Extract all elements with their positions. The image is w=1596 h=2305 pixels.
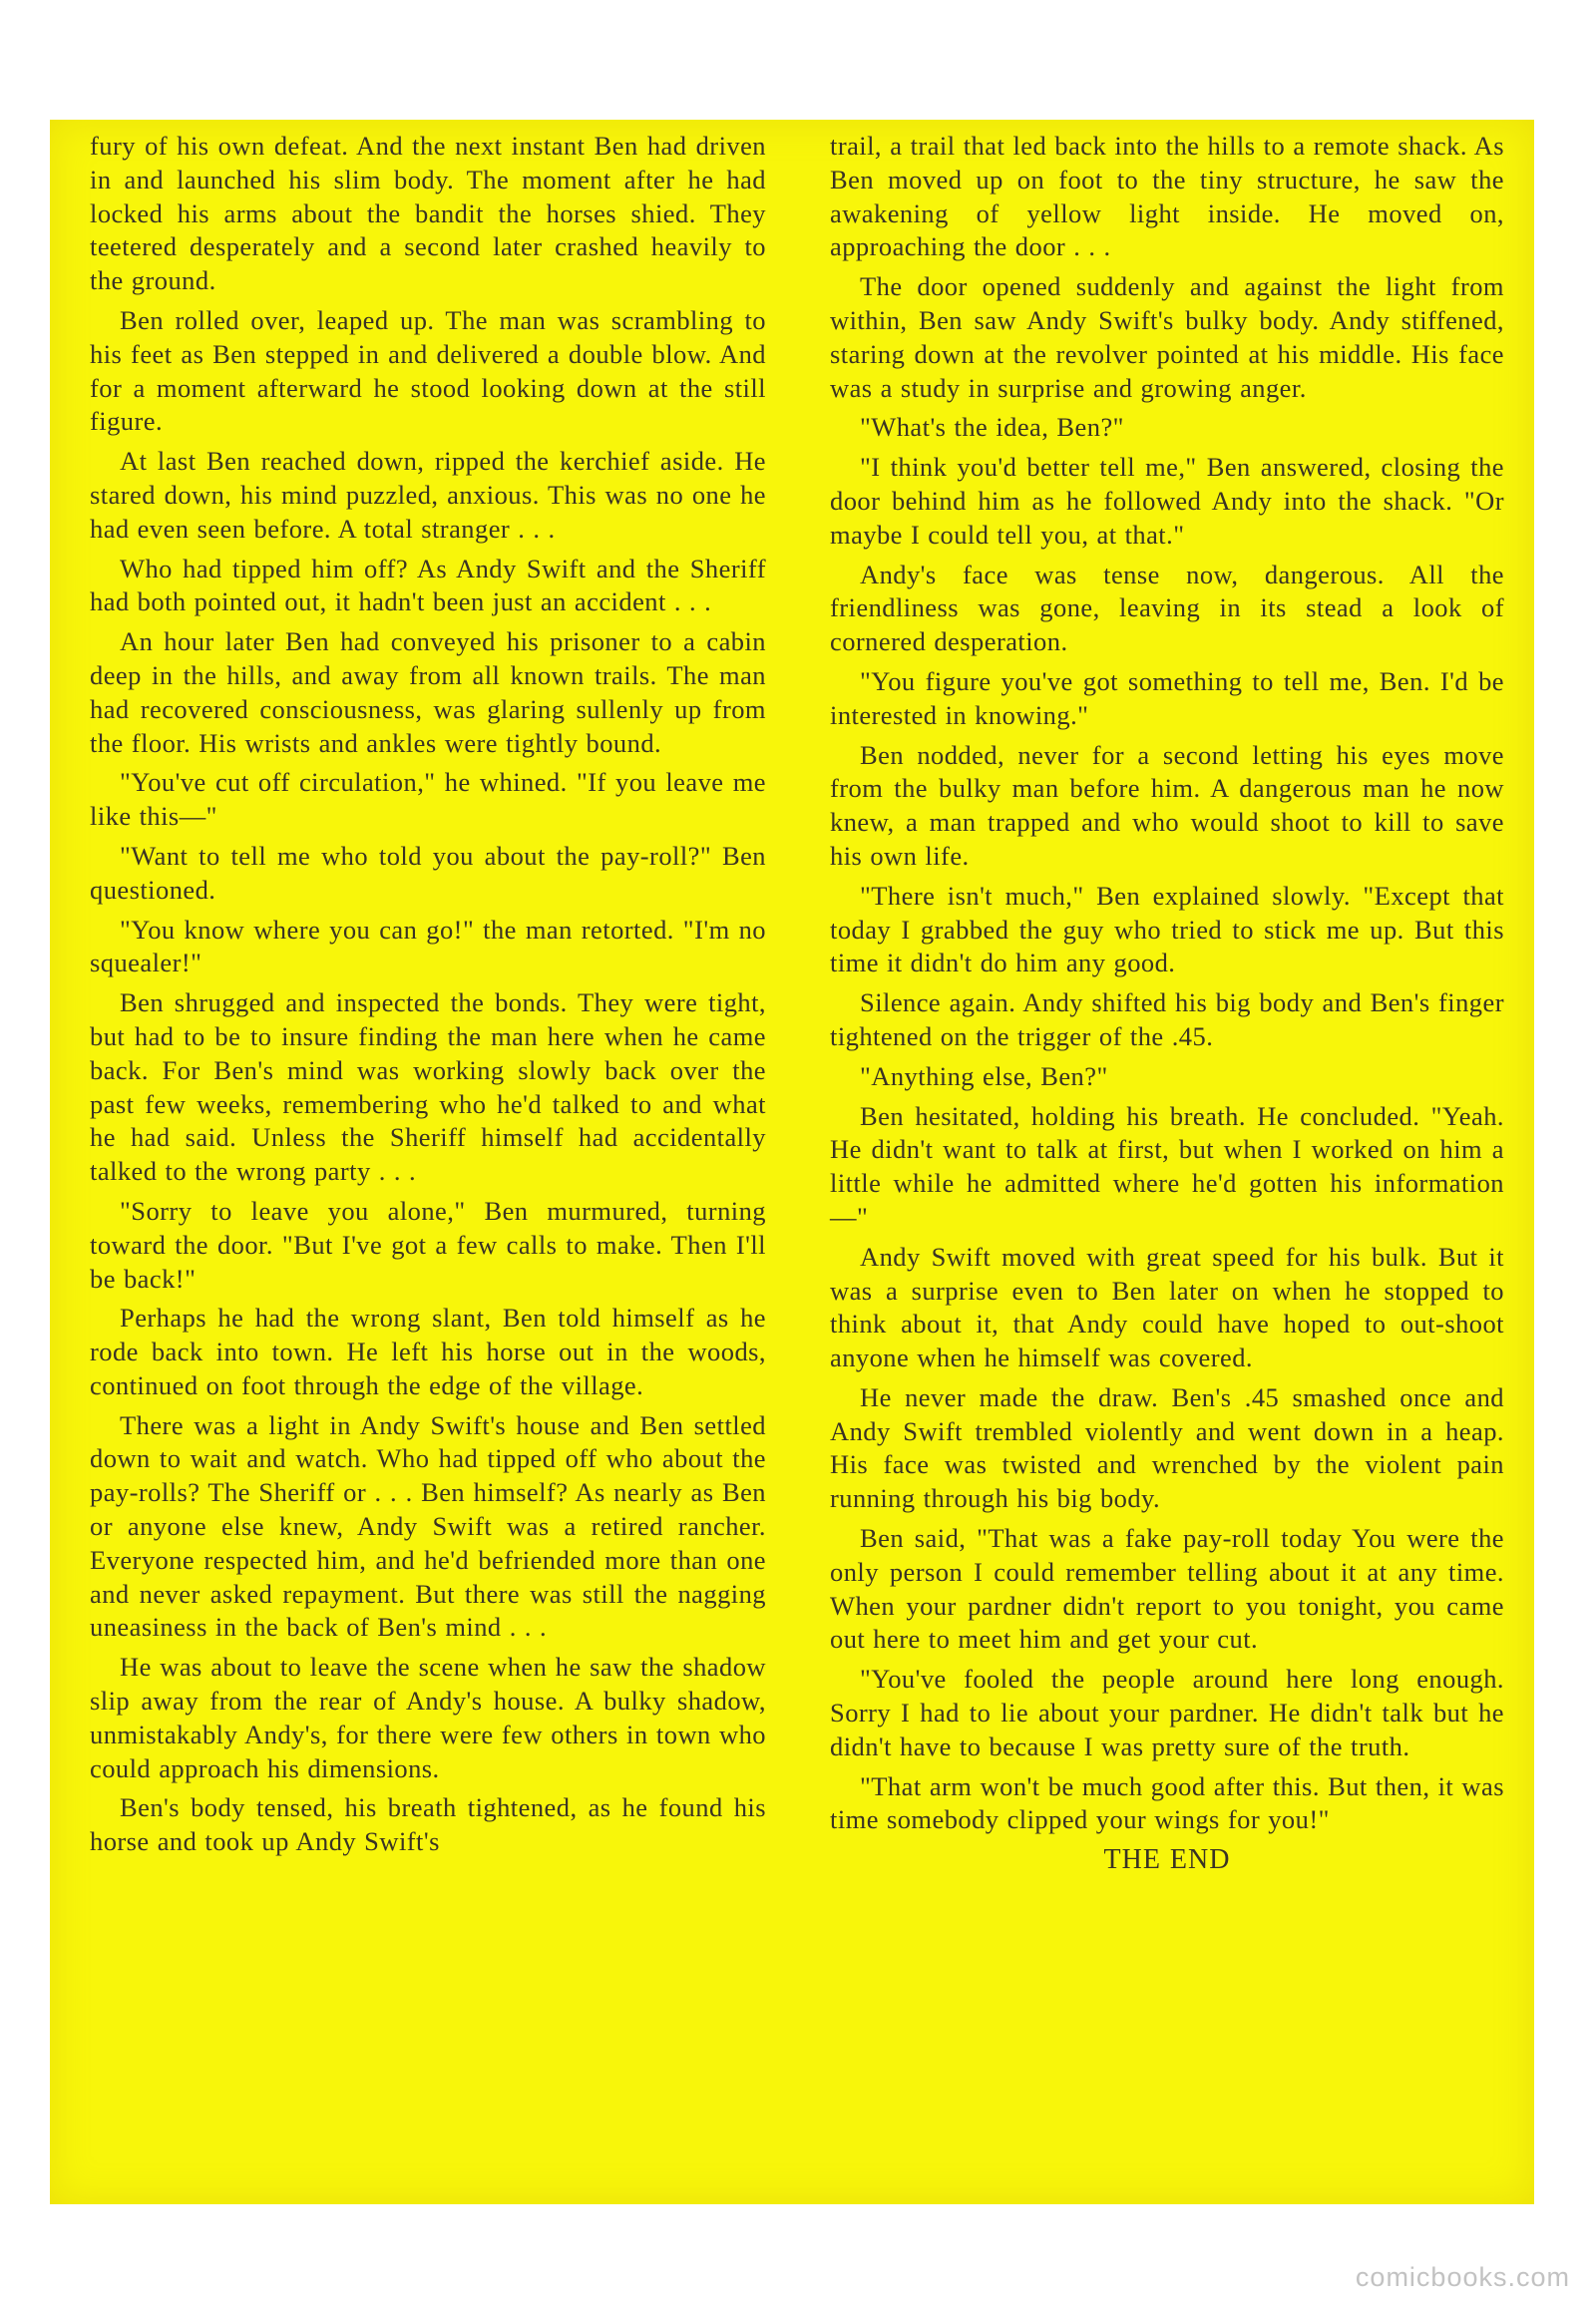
paragraph: "Want to tell me who told you about the pay-roll?" Ben questioned.	[90, 840, 766, 905]
paragraph: "Anything else, Ben?"	[860, 1060, 1108, 1091]
paragraph: "That arm won't be much good after this. But then, it was time somebody clipped your wings for you!"	[830, 1770, 1504, 1835]
paragraph: Who had tipped him off? As Andy Swift and the Sheriff had both pointed out, it hadn't been just an accident . . .	[90, 553, 766, 617]
paragraph: "There isn't much," Ben explained slowly. "Except that today I grabbed the guy who tried to stick me up. But this time it didn't do him any good.	[830, 880, 1504, 978]
paragraph: Ben rolled over, leaped up. The man was scrambling to his feet as Ben stepped in and delivered a double blow. And for a moment afterward he stood looking down at the still figure.	[90, 304, 766, 437]
paragraph: "You've fooled the people around here long enough. Sorry I had to lie about your pardner. He didn't talk but he didn't have to because I was pretty sure of the truth.	[830, 1664, 1504, 1761]
right-text-column	[830, 130, 1504, 1883]
paragraph: Ben hesitated, holding his breath. He concluded. "Yeah. He didn't want to talk at first, but when I worked on him a little while he admitted where he'd gotten his information—"	[830, 1100, 1504, 1232]
paragraph: Ben's body tensed, his breath tightened, as he found his horse and took up Andy Swift's	[90, 1792, 766, 1857]
paragraph: "You figure you've got something to tell me, Ben. I'd be interested in knowing."	[830, 665, 1504, 730]
paragraph: Ben said, "That was a fake pay-roll today You were the only person I could remember telling about it at any time. When your pardner didn't report to you tonight, you came out here to meet him and get your cut.	[830, 1523, 1504, 1655]
paragraph: The door opened suddenly and against the light from within, Ben saw Andy Swift's bulky body. Andy stiffened, staring down at the revolver pointed at his middle. His face was a study in surprise and growing anger.	[830, 271, 1504, 403]
paragraph: Andy's face was tense now, dangerous. All the friendliness was gone, leaving in its stead a look of cornered desperation.	[830, 559, 1504, 657]
paragraph: Ben nodded, never for a second letting his eyes move from the bulky man before him. A dangerous man he now knew, a man trapped and who would shoot to kill to save his own life.	[830, 739, 1504, 871]
paragraph: Perhaps he had the wrong slant, Ben told himself as he rode back into town. He left his horse out in the woods, continued on foot through the edge of the village.	[90, 1303, 766, 1400]
paragraph: fury of his own defeat. And the next instant Ben had driven in and launched his slim body. The moment after he had locked his arms about the bandit the horses shied. They teetered desperately and a second later crashed heavily to the ground.	[90, 131, 766, 296]
paragraph: "You know where you can go!" the man retorted. "I'm no squealer!"	[90, 914, 766, 978]
the-end-label: THE END	[1103, 1844, 1231, 1876]
paragraph: "You've cut off circulation," he whined. "If you leave me like this—"	[90, 767, 766, 832]
paragraph: "I think you'd better tell me," Ben answered, closing the door behind him as he followed Andy into the shack. "Or maybe I could tell you, at that."	[830, 452, 1504, 550]
site-watermark: comicbooks.com	[1355, 2262, 1570, 2292]
paragraph: trail, a trail that led back into the hills to a remote shack. As Ben moved up on foot to the tiny structure, he saw the awakening of yellow light inside. He moved on, approaching the door . . .	[830, 131, 1504, 262]
paragraph: There was a light in Andy Swift's house and Ben settled down to wait and watch. Who had tipped off who about the pay-rolls? The Sheriff or . . . Ben himself? As nearly as Ben or anyone else knew, Andy Swift was a retired rancher. Everyone respected him, and he'd befriended more than one and never asked repayment. But there was still the nagging uneasiness in the back of Ben's mind . . .	[90, 1409, 766, 1643]
paragraph: Ben shrugged and inspected the bonds. They were tight, but had to be to insure finding the man here when he came back. For Ben's mind was working slowly back over the past few weeks, remembering who he'd talked to and what he had said. Unless the Sheriff himself had accidentally talked to the wrong party . . .	[90, 987, 766, 1187]
paragraph: At last Ben reached down, ripped the kerchief aside. He stared down, his mind puzzled, anxious. This was no one he had even seen before. A total stranger . . .	[90, 446, 766, 544]
left-text-column	[90, 130, 766, 1865]
paragraph: He never made the draw. Ben's .45 smashed once and Andy Swift trembled violently and went down in a heap. His face was twisted and wrenched by the violent pain running through his big body.	[830, 1381, 1504, 1514]
paragraph: An hour later Ben had conveyed his prisoner to a cabin deep in the hills, and away from all known trails. The man had recovered consciousness, was glaring sullenly up from the floor. His wrists and ankles were tightly bound.	[90, 626, 766, 758]
paragraph: "Sorry to leave you alone," Ben murmured, turning toward the door. "But I've got a few calls to make. Then I'll be back!"	[90, 1195, 766, 1294]
paragraph: Andy Swift moved with great speed for his bulk. But it was a surprise even to Ben later on when he stopped to think about it, that Andy could have hoped to out-shoot anyone when he himself was covered.	[830, 1241, 1504, 1373]
paragraph: "What's the idea, Ben?"	[860, 412, 1124, 443]
paragraph: He was about to leave the scene when he saw the shadow slip away from the rear of Andy's house. A bulky shadow, unmistakably Andy's, for there were few others in town who could approach his dimensions.	[90, 1652, 766, 1783]
paragraph: Silence again. Andy shifted his big body and Ben's finger tightened on the trigger of the .45.	[830, 987, 1504, 1051]
